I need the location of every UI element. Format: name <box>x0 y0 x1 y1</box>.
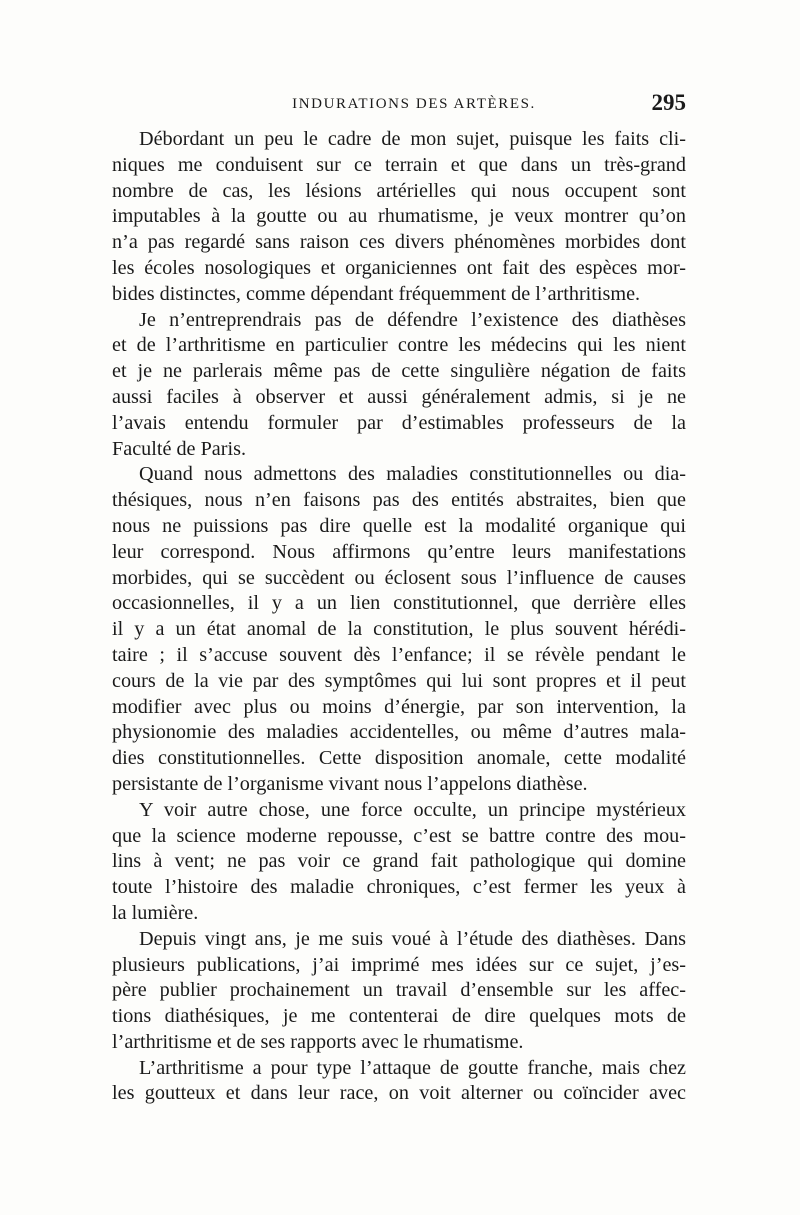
text-line: Y voir autre chose, une force occulte, un principe mystérieux <box>139 798 686 821</box>
text-line: nombre de cas, les lésions artérielles qui nous occupent sont <box>112 179 686 202</box>
text-line: Je n’entreprendrais pas de défendre l’existence des diathèses <box>139 308 686 331</box>
text-line: la lumière. <box>112 901 199 924</box>
text-line: imputables à la goutte ou au rhumatisme, je veux montrer qu’on <box>112 205 686 228</box>
text-line: n’a pas regardé sans raison ces divers phénomènes morbides dont <box>112 231 686 254</box>
text-line: les goutteux et dans leur race, on voit alterner ou coïncider avec <box>112 1082 686 1105</box>
text-line: bides distinctes, comme dépendant fréquemment de l’arthritisme. <box>112 282 641 305</box>
text-line: père publier prochainement un travail d’ensemble sur les affec- <box>112 979 686 1002</box>
running-title: INDURATIONS DES ARTÈRES. <box>292 96 536 112</box>
text-line: plusieurs publications, j’ai imprimé mes idées sur ce sujet, j’es- <box>112 953 686 976</box>
text-line: niques me conduisent sur ce terrain et que dans un très-grand <box>112 153 686 176</box>
text-line: Quand nous admettons des maladies constitutionnelles ou dia- <box>139 463 686 486</box>
text-line: Débordant un peu le cadre de mon sujet, puisque les faits cli- <box>139 128 686 150</box>
running-head <box>112 90 686 120</box>
text-line: toute l’histoire des maladie chroniques, c’est fermer les yeux à <box>112 876 686 899</box>
text-line: et je ne parlerais même pas de cette singulière négation de faits <box>112 360 686 383</box>
text-line: persistante de l’organisme vivant nous l’appelons diathèse. <box>112 772 588 795</box>
text-line: morbides, qui se succèdent ou éclosent sous l’influence de causes <box>112 566 686 589</box>
text-line: l’arthritisme et de ses rapports avec le rhumatisme. <box>112 1030 524 1053</box>
body-text <box>112 127 686 1107</box>
text-line: il y a un état anomal de la constitution, le plus souvent hérédi- <box>112 618 686 641</box>
text-line: nous ne puissions pas dire quelle est la modalité organique qui <box>112 514 686 537</box>
text-line: l’avais entendu formuler par d’estimables professeurs de la <box>112 411 686 434</box>
text-line: que la science moderne repousse, c’est se battre contre des mou- <box>112 824 686 847</box>
text-line: leur correspond. Nous affirmons qu’entre leurs manifestations <box>112 540 686 563</box>
page-number: 295 <box>651 90 686 115</box>
text-line: thésiques, nous n’en faisons pas des entités abstraites, bien que <box>112 489 686 512</box>
text-line: modifier avec plus ou moins d’énergie, par son intervention, la <box>112 695 686 718</box>
text-line: taire ; il s’accuse souvent dès l’enfance; il se révèle pendant le <box>112 643 686 666</box>
text-line: physionomie des maladies accidentelles, ou même d’autres mala- <box>112 721 686 744</box>
text-line: dies constitutionnelles. Cette disposition anomale, cette modalité <box>112 747 686 770</box>
text-line: occasionnelles, il y a un lien constitutionnel, que derrière elles <box>112 592 686 615</box>
text-line: Faculté de Paris. <box>112 437 246 460</box>
text-line: aussi faciles à observer et aussi généralement admis, si je ne <box>112 385 686 408</box>
text-line: et de l’arthritisme en particulier contre les médecins qui les nient <box>112 334 686 357</box>
text-line: L’arthritisme a pour type l’attaque de goutte franche, mais chez <box>139 1056 686 1079</box>
text-line: cours de la vie par des symptômes qui lui sont propres et il peut <box>112 669 686 692</box>
text-line: tions diathésiques, je me contenterai de dire quelques mots de <box>112 1005 686 1028</box>
text-line: lins à vent; ne pas voir ce grand fait pathologique qui domine <box>112 850 686 873</box>
text-line: Depuis vingt ans, je me suis voué à l’étude des diathèses. Dans <box>139 927 686 950</box>
text-line: les écoles nosologiques et organiciennes ont fait des espèces mor- <box>112 256 686 279</box>
